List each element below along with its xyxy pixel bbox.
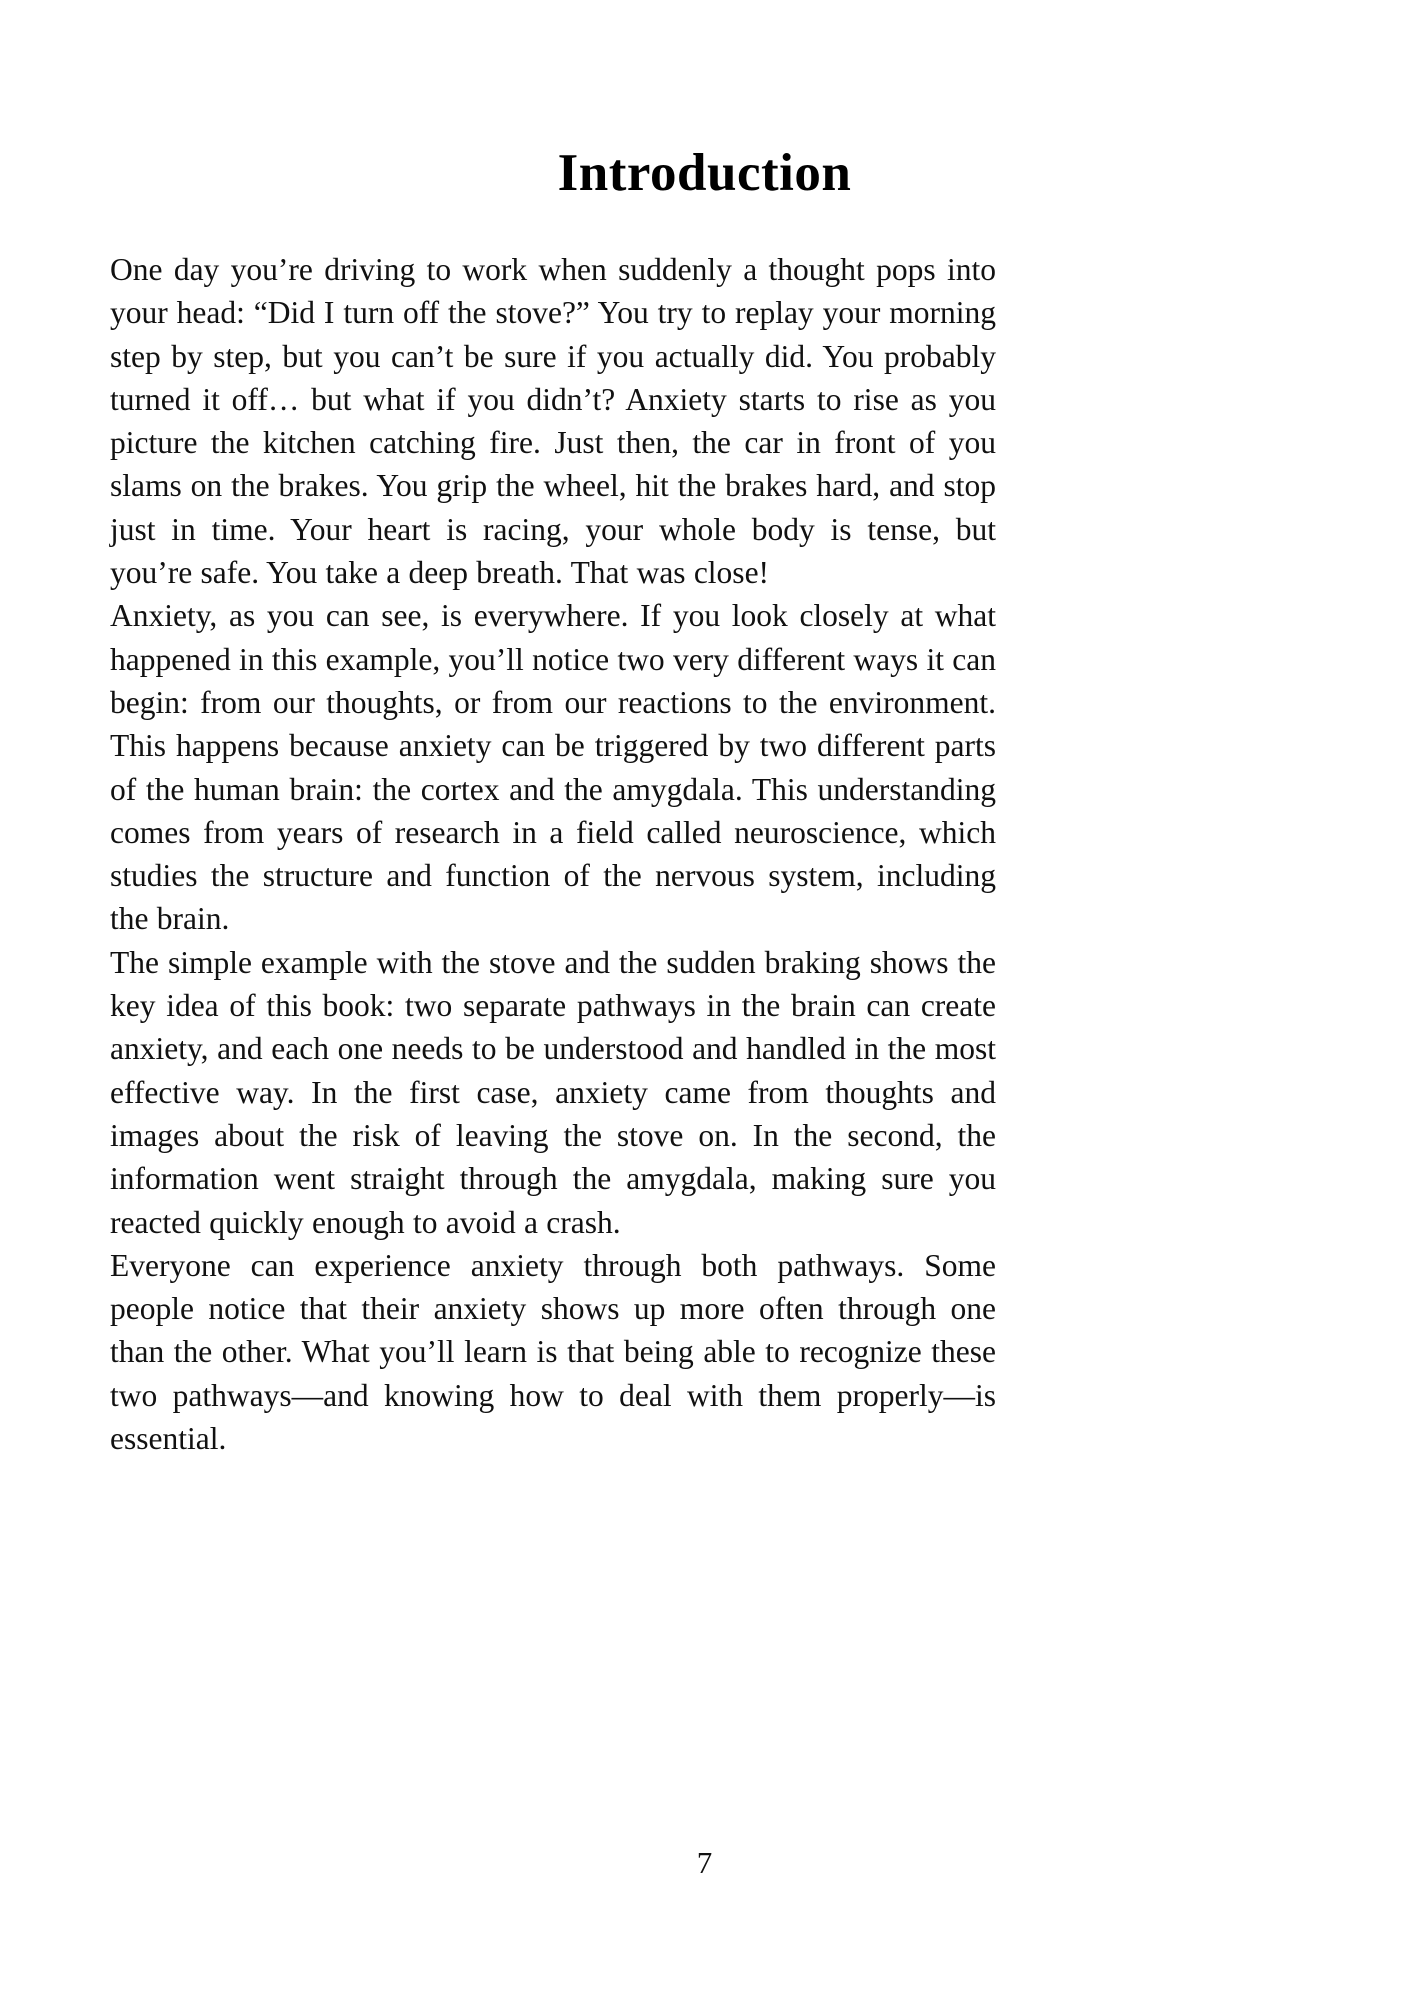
paragraph-3: The simple example with the stove and the sudden braking shows the key idea of this book: two separate pathways in the brain can create anxiety, and each one needs to be understood and handled in the most effective way. In the first case, anxiety came from thoughts and images about the risk of leaving the stove on. In the second, the information went straight through the amygdala, making sure you reacted quickly enough to avoid a crash. xyxy=(110,944,996,1240)
page-number: 7 xyxy=(696,1845,713,1880)
paragraph-4: Everyone can experience anxiety through both pathways. Some people notice that their anxiety shows up more often through one than the other. What you’ll learn is that being able to recognize these two pathways—and knowing how to deal with them properly—is essential. xyxy=(110,1247,996,1457)
paragraph-1: One day you’re driving to work when suddenly a thought pops into your head: “Did I turn off the stove?” You try to replay your morning step by step, but you can’t be sure if you actually did. You probably turned it off… but what if you didn’t? Anxiety starts to rise as you picture the kitchen catching fire. Just then, the car in front of you slams on the brakes. You grip the wheel, hit the brakes hard, and stop just in time. Your heart is racing, your whole body is tense, but you’re safe. You take a deep breath. That was close! xyxy=(110,252,996,591)
body-text-block xyxy=(110,248,996,1460)
paragraph-2: Anxiety, as you can see, is everywhere. If you look closely at what happened in this example, you’ll notice two very different ways it can begin: from our thoughts, or from our reactions to the environment. This happens because anxiety can be triggered by two different parts of the human brain: the cortex and the amygdala. This understanding comes from years of research in a field called neuroscience, which studies the structure and function of the nervous system, including the brain. xyxy=(110,598,996,937)
page-title: Introduction xyxy=(557,143,852,202)
